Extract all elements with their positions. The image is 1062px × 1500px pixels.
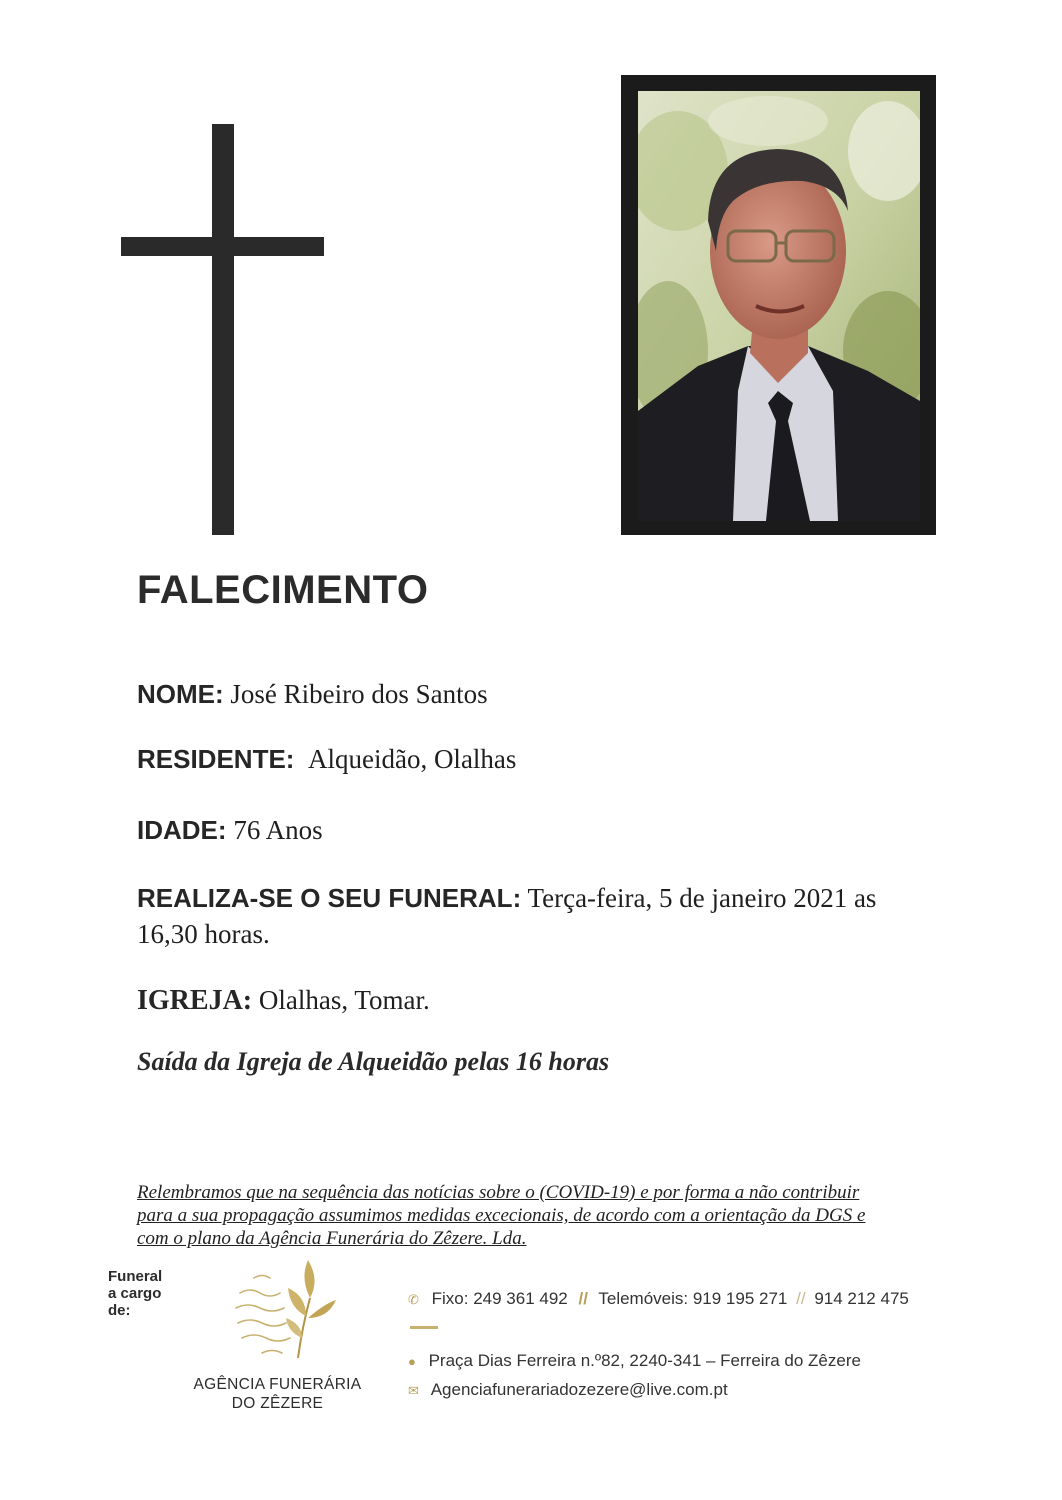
cross-horizontal-bar [121, 237, 324, 256]
igreja-label: IGREJA: [137, 985, 253, 1016]
funeral-value: Terça-feira, 5 de janeiro 2021 as 16,30 horas. [137, 883, 877, 949]
mail-icon: ✉ [408, 1383, 419, 1398]
field-funeral [137, 880, 897, 952]
idade-label: IDADE: [137, 815, 227, 845]
nome-label: NOME: [137, 679, 224, 709]
contact-address [408, 1351, 861, 1371]
cargo-line-2: a cargo [108, 1285, 162, 1302]
gold-divider [410, 1326, 438, 1329]
fixo-phone[interactable]: Fixo: 249 361 492 [431, 1289, 568, 1308]
field-residente [137, 741, 516, 777]
leaf-waves-logo [232, 1258, 342, 1363]
contact-phones [408, 1289, 909, 1309]
separator: // [578, 1289, 588, 1308]
separator-thin: // [796, 1289, 806, 1308]
mobile-phone-2[interactable]: 914 212 475 [814, 1289, 909, 1308]
mobile-phone-1[interactable]: Telemóveis: 919 195 271 [598, 1289, 788, 1308]
agency-name [180, 1375, 375, 1413]
funeral-label: REALIZA-SE O SEU FUNERAL: [137, 883, 522, 913]
cross-vertical-bar [212, 124, 234, 535]
agency-name-line-2: DO ZÊZERE [231, 1395, 324, 1412]
nome-value: José Ribeiro dos Santos [230, 679, 488, 709]
field-igreja [137, 982, 430, 1019]
field-nome [137, 676, 488, 712]
page-title: FALECIMENTO [137, 568, 429, 612]
cargo-line-1: Funeral [108, 1268, 163, 1285]
location-pin-icon: ● [408, 1354, 416, 1369]
departure-note: Saída da Igreja de Alqueidão pelas 16 horas [137, 1047, 610, 1076]
address-text: Praça Dias Ferreira n.º82, 2240-341 – Ferreira do Zêzere [428, 1351, 861, 1370]
igreja-value: Olalhas, Tomar. [258, 985, 430, 1015]
field-idade [137, 812, 323, 848]
residente-label: RESIDENTE: [137, 744, 295, 774]
contact-email [408, 1380, 728, 1400]
phone-icon: ✆ [408, 1292, 419, 1307]
covid-notice: Relembramos que na sequência das notícias sobre o (COVID-19) e por forma a não contribuir para a sua propagação assumimos medidas excecionais, de acordo com a orientação da DGS e com o plano da Agência Funerária do Zêzere. Lda. [137, 1182, 866, 1249]
portrait-photo-frame [621, 75, 936, 535]
idade-value: 76 Anos [233, 815, 323, 845]
agency-name-line-1: AGÊNCIA FUNERÁRIA [193, 1376, 362, 1393]
funeral-by-label [108, 1268, 162, 1319]
residente-value: Alqueidão, Olalhas [307, 744, 517, 774]
cargo-line-3: de: [108, 1302, 131, 1319]
portrait-photo [638, 91, 920, 521]
email-link[interactable]: Agenciafunerariadozezere@live.com.pt [430, 1380, 728, 1399]
